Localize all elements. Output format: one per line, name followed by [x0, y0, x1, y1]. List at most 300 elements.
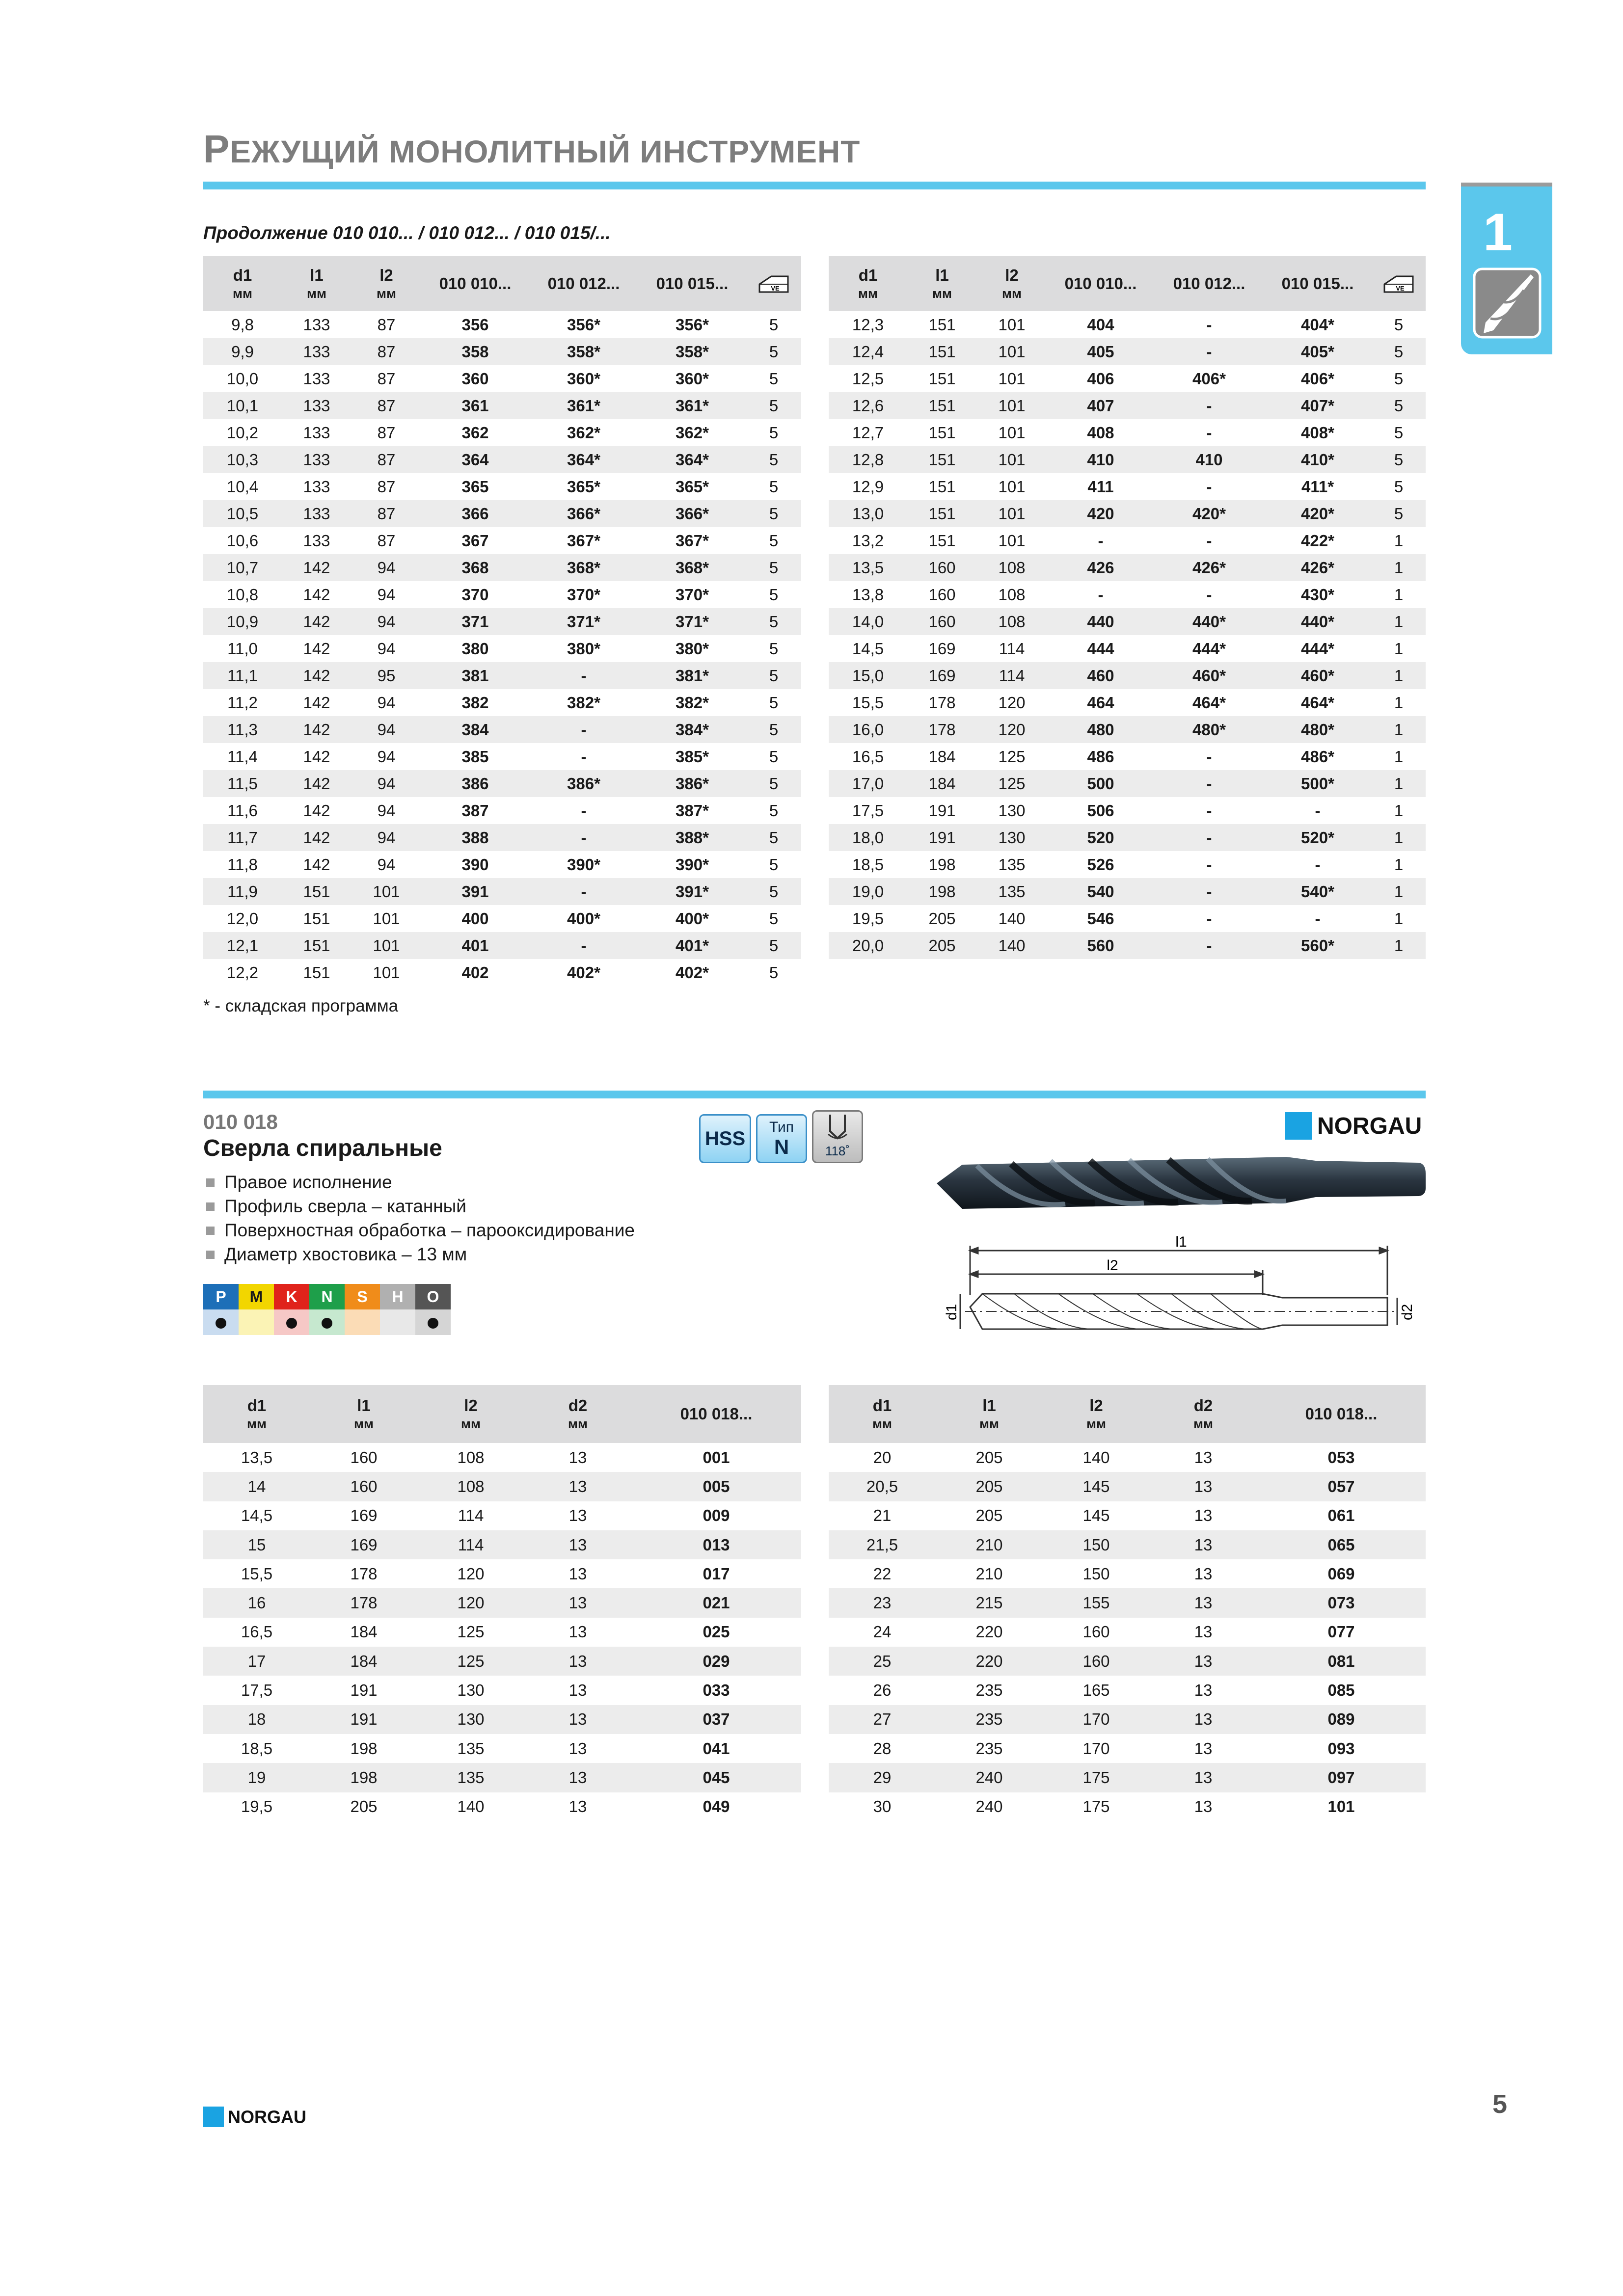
table-cell: 120	[457, 1564, 485, 1583]
table-cell: 390	[461, 855, 489, 874]
table-cell: 140	[457, 1797, 485, 1816]
table-cell: 13	[1150, 1763, 1257, 1792]
material-group-h: H	[380, 1284, 415, 1309]
table-cell: 108	[417, 1472, 524, 1501]
table-cell: 380	[461, 639, 489, 658]
table-cell: 367*	[567, 531, 600, 550]
table-cell: -	[529, 824, 638, 851]
table-cell: 506	[1087, 801, 1114, 820]
table-cell: 486	[1087, 747, 1114, 766]
table-cell: 135	[417, 1763, 524, 1792]
table-cell: 093	[1327, 1739, 1355, 1758]
table-cell: 220	[975, 1623, 1003, 1641]
point-angle-icon	[813, 1112, 862, 1141]
table-cell: 151	[303, 963, 330, 982]
table-cell: 178	[350, 1564, 378, 1583]
type-badge: Тип N	[756, 1114, 807, 1163]
table-row	[829, 419, 1426, 446]
table-cell: 5	[746, 824, 801, 851]
table-cell: 11,2	[227, 693, 258, 712]
table-cell: 114	[977, 662, 1047, 689]
table-cell: 28	[873, 1739, 892, 1758]
table-cell: 220	[936, 1647, 1043, 1676]
table-cell: 085	[1327, 1681, 1355, 1700]
table-cell: 361	[421, 392, 529, 419]
table-row	[829, 797, 1426, 824]
table-cell: 142	[282, 770, 352, 797]
table-cell: 5	[769, 963, 779, 982]
table-cell: 366	[421, 500, 529, 527]
table-cell: 1	[1394, 693, 1404, 712]
table-cell: 13	[1194, 1623, 1213, 1641]
table-cell: 388*	[638, 824, 746, 851]
table-cell: 142	[282, 608, 352, 635]
table-cell: 10,9	[203, 608, 282, 635]
table-row	[829, 1792, 1426, 1821]
table-cell: 26	[873, 1681, 892, 1700]
table-cell: 371*	[638, 608, 746, 635]
table-cell: 420	[1047, 500, 1155, 527]
table-cell: 365*	[567, 477, 600, 496]
l1-label: l1	[1175, 1236, 1187, 1250]
table-cell: 120	[417, 1588, 524, 1617]
table-cell: 13	[1194, 1739, 1213, 1758]
table-cell: 101	[998, 315, 1026, 334]
table-cell: 142	[303, 639, 330, 658]
chapter-number: 1	[1483, 202, 1513, 262]
table-cell: 125	[977, 770, 1047, 797]
col-d2-header: d2 мм	[524, 1385, 631, 1443]
table-row	[203, 770, 801, 797]
col-pack-header	[746, 256, 801, 311]
table-cell: 13,5	[829, 554, 907, 581]
table-cell: 240	[975, 1797, 1003, 1816]
table-cell: 12,5	[852, 369, 884, 388]
table-cell: 407	[1047, 392, 1155, 419]
table-cell: 87	[352, 446, 421, 473]
table-row	[203, 473, 801, 500]
table-row	[829, 1618, 1426, 1647]
table-cell: 184	[310, 1647, 417, 1676]
table-cell: 22	[873, 1564, 892, 1583]
table-cell: -	[1155, 824, 1264, 851]
svg-text:VE: VE	[771, 285, 780, 292]
table-cell: 87	[377, 315, 396, 334]
table-cell: 13	[568, 1448, 587, 1467]
table-row	[203, 1588, 801, 1617]
table-cell: 460*	[1155, 662, 1264, 689]
table-cell: 367	[461, 531, 489, 550]
table-cell: 94	[352, 716, 421, 743]
table-cell: 5	[746, 716, 801, 743]
table-cell: -	[1315, 909, 1321, 928]
table-cell: 13	[524, 1530, 631, 1559]
table-cell: 5	[769, 585, 779, 604]
table-row	[203, 1443, 801, 1472]
table-cell: 361*	[638, 392, 746, 419]
table-cell: 500*	[1264, 770, 1372, 797]
table-cell: -	[529, 932, 638, 959]
table-cell: 5	[746, 878, 801, 905]
col-010015-header: 010 015...	[1264, 256, 1372, 311]
table-cell: 130	[977, 824, 1047, 851]
table-cell: 408	[1087, 423, 1114, 442]
table-cell: 370	[461, 585, 489, 604]
table-cell: 140	[977, 932, 1047, 959]
table-cell: -	[1206, 801, 1212, 820]
table-cell: 1	[1394, 747, 1404, 766]
table-row	[203, 662, 801, 689]
table-row	[203, 716, 801, 743]
table-row	[829, 1734, 1426, 1763]
table-cell: 077	[1327, 1623, 1355, 1641]
table-row	[829, 932, 1426, 959]
table-cell: 390*	[676, 855, 709, 874]
table-cell: 9,8	[231, 315, 254, 334]
col-010010-header: 010 010...	[1047, 256, 1155, 311]
table-cell: 130	[417, 1705, 524, 1734]
table-cell: 13,8	[852, 585, 884, 604]
table-cell: 371	[421, 608, 529, 635]
table-cell: 5	[1394, 315, 1404, 334]
table-cell: 11,5	[203, 770, 282, 797]
table-cell: 151	[907, 446, 977, 473]
table-cell: 184	[928, 747, 956, 766]
table-cell: 140	[1082, 1448, 1110, 1467]
table-cell: 029	[631, 1647, 801, 1676]
table-cell: 205	[975, 1448, 1003, 1467]
table-cell: 94	[377, 585, 396, 604]
table-row	[203, 743, 801, 770]
material-suitability-cell	[274, 1309, 309, 1335]
table-cell: 1	[1372, 824, 1426, 851]
table-cell: 13,5	[241, 1448, 273, 1467]
table-cell: 133	[282, 500, 352, 527]
table-cell: 021	[631, 1588, 801, 1617]
table-row	[203, 797, 801, 824]
table-row	[829, 1676, 1426, 1705]
table-cell: 12,7	[852, 423, 884, 442]
table-cell: 400*	[676, 909, 709, 928]
table-cell: 400	[461, 909, 489, 928]
table-cell: 5	[769, 423, 779, 442]
table-cell: 169	[907, 662, 977, 689]
table-cell: 20,0	[829, 932, 907, 959]
table-cell: 444*	[1301, 639, 1334, 658]
table-cell: 081	[1257, 1647, 1426, 1676]
table-cell: 14,5	[241, 1506, 273, 1525]
table-cell: 5	[769, 855, 779, 874]
table-cell: 486*	[1301, 747, 1334, 766]
table-cell: 405*	[1264, 338, 1372, 365]
product-title: Сверла спиральные	[203, 1135, 442, 1161]
table-cell: 13	[1194, 1564, 1213, 1583]
table-cell: 362	[461, 423, 489, 442]
table-cell: 387*	[676, 801, 709, 820]
table-cell: 16,5	[852, 747, 884, 766]
table-cell: 25	[829, 1647, 936, 1676]
table-cell: 406	[1087, 369, 1114, 388]
table-cell: 10,8	[226, 585, 259, 604]
table-cell: 160	[907, 608, 977, 635]
table-cell: 87	[377, 531, 396, 550]
table-cell: 9,9	[203, 338, 282, 365]
table-cell: 362*	[567, 423, 600, 442]
table-cell: 151	[928, 315, 956, 334]
col-code-header: 010 018...	[1257, 1385, 1426, 1443]
table-cell: 411*	[1301, 477, 1334, 496]
table-cell: 87	[377, 423, 396, 442]
table-cell: 464*	[1192, 693, 1226, 712]
package-quantity-icon	[1381, 272, 1416, 295]
table-cell: 133	[303, 369, 330, 388]
table-row	[829, 581, 1426, 608]
table-cell: 13	[1150, 1647, 1257, 1676]
col-d2-header: d2 мм	[1150, 1385, 1257, 1443]
table-cell: 5	[1394, 423, 1404, 442]
table-cell: 151	[928, 477, 956, 496]
table-cell: 365*	[676, 477, 709, 496]
table-cell: 101	[373, 963, 400, 982]
table-cell: 381	[421, 662, 529, 689]
table-cell: 155	[1043, 1588, 1150, 1617]
table-cell: 11,3	[203, 716, 282, 743]
page-title: РЕЖУЩИЙ МОНОЛИТНЫЙ ИНСТРУМЕНТ	[203, 127, 861, 171]
table-cell: 1	[1372, 878, 1426, 905]
table-cell: 410	[1047, 446, 1155, 473]
table-cell: 520*	[1264, 824, 1372, 851]
footer-brand-logo: NORGAU	[203, 2106, 306, 2127]
table-cell: 390*	[567, 855, 600, 874]
table-row	[203, 1472, 801, 1501]
table-cell: 500	[1047, 770, 1155, 797]
table-cell: 368*	[529, 554, 638, 581]
table-cell: 385*	[676, 747, 709, 766]
table-cell: 025	[703, 1623, 730, 1641]
table-cell: 108	[977, 608, 1047, 635]
table-row	[203, 446, 801, 473]
table-cell: 170	[1082, 1739, 1110, 1758]
drill-icon	[1473, 267, 1542, 339]
table-cell: 360*	[676, 369, 709, 388]
table-row	[203, 311, 801, 338]
table-cell: 169	[928, 639, 956, 658]
table-cell: 1	[1394, 855, 1404, 874]
table-cell: 87	[352, 392, 421, 419]
col-010015-header: 010 015...	[638, 256, 746, 311]
table-row	[203, 500, 801, 527]
col-d1-header: d1 мм	[829, 256, 907, 311]
table-cell: 12,3	[852, 315, 884, 334]
table-cell: 235	[975, 1681, 1003, 1700]
brand-logo: NORGAU	[1285, 1111, 1422, 1140]
table-cell: 151	[907, 338, 977, 365]
table-cell: 215	[936, 1588, 1043, 1617]
col-l2-header: l2 мм	[417, 1385, 524, 1443]
table-cell: 426*	[1264, 554, 1372, 581]
continuation-table-left	[203, 256, 801, 986]
table-cell: 12,9	[852, 477, 884, 496]
table-cell: 10,1	[203, 392, 282, 419]
table-cell: 017	[703, 1564, 730, 1583]
col-010012-header: 010 012...	[1155, 256, 1264, 311]
table-cell: 360	[461, 369, 489, 388]
table-cell: 560*	[1264, 932, 1372, 959]
table-cell: 135	[457, 1739, 485, 1758]
table-cell: 005	[631, 1472, 801, 1501]
table-cell: 142	[303, 801, 330, 820]
table-cell: 198	[928, 855, 956, 874]
table-row	[829, 608, 1426, 635]
table-cell: 142	[303, 747, 330, 766]
table-cell: 178	[310, 1588, 417, 1617]
table-cell: 5	[769, 477, 779, 496]
table-cell: 15,5	[852, 693, 884, 712]
table-cell: 1	[1372, 932, 1426, 959]
table-cell: 16,5	[241, 1623, 273, 1641]
table-cell: 210	[936, 1530, 1043, 1559]
table-cell: 87	[352, 338, 421, 365]
table-cell: 101	[373, 909, 400, 928]
table-cell: 370*	[676, 585, 709, 604]
table-cell: 426	[1047, 554, 1155, 581]
table-cell: 053	[1327, 1448, 1355, 1467]
table-cell: -	[581, 801, 587, 820]
table-cell: 94	[377, 693, 396, 712]
table-cell: 101	[1327, 1797, 1355, 1816]
table-cell: 133	[282, 446, 352, 473]
table-cell: 142	[282, 716, 352, 743]
table-cell: 464*	[1301, 693, 1334, 712]
table-cell: 140	[998, 909, 1026, 928]
table-cell: 402*	[567, 963, 600, 982]
material-suitability-cell	[415, 1309, 451, 1335]
table-row	[203, 1792, 801, 1821]
table-cell: 5	[769, 909, 779, 928]
feature-item: Диаметр хвостовика – 13 мм	[203, 1242, 635, 1266]
table-cell: 17,0	[829, 770, 907, 797]
table-cell: 069	[1327, 1564, 1355, 1583]
table-cell: 405	[1047, 338, 1155, 365]
table-row	[829, 743, 1426, 770]
table-cell: 108	[998, 585, 1026, 604]
table-cell: 411	[1087, 477, 1114, 496]
table-cell: 5	[746, 662, 801, 689]
table-cell: 410	[1155, 446, 1264, 473]
table-cell: 94	[352, 824, 421, 851]
table-cell: 1	[1372, 770, 1426, 797]
table-cell: 057	[1257, 1472, 1426, 1501]
table-cell: 013	[631, 1530, 801, 1559]
table-cell: 13	[568, 1623, 587, 1641]
table-cell: 87	[352, 500, 421, 527]
table-cell: 387	[461, 801, 489, 820]
table-cell: 384*	[638, 716, 746, 743]
table-cell: 5	[746, 608, 801, 635]
table-cell: 18,0	[829, 824, 907, 851]
table-cell: 526	[1087, 855, 1114, 874]
table-cell: 21	[873, 1506, 892, 1525]
table-cell: 160	[1043, 1647, 1150, 1676]
table-cell: 175	[1082, 1797, 1110, 1816]
col-l2-header: l2 мм	[977, 256, 1047, 311]
table-cell: 169	[350, 1506, 378, 1525]
table-cell: 464	[1087, 693, 1114, 712]
table-row	[203, 1530, 801, 1559]
table-cell: 386*	[529, 770, 638, 797]
table-cell: 420*	[1264, 500, 1372, 527]
table-cell: 546	[1087, 909, 1114, 928]
table-row	[829, 1588, 1426, 1617]
table-cell: 15,5	[241, 1564, 273, 1583]
table-cell: 150	[1082, 1564, 1110, 1583]
table-cell: 23	[829, 1588, 936, 1617]
table-cell: 12,8	[829, 446, 907, 473]
table-cell: 009	[703, 1506, 730, 1525]
table-cell: 160	[928, 585, 956, 604]
table-cell: 358*	[638, 338, 746, 365]
table-cell: 440	[1047, 608, 1155, 635]
table-cell: 420*	[1155, 500, 1264, 527]
table-cell: 5	[769, 693, 779, 712]
col-010010-header: 010 010...	[421, 256, 529, 311]
feature-item: Правое исполнение	[203, 1170, 635, 1194]
table-cell: 101	[352, 932, 421, 959]
table-cell: 135	[977, 878, 1047, 905]
table-cell: -	[1206, 423, 1212, 442]
section-rule	[203, 1091, 1426, 1098]
product-table-left	[203, 1385, 801, 1821]
table-cell: 19,5	[852, 909, 884, 928]
table-cell: 426*	[1155, 554, 1264, 581]
table-cell: 361*	[529, 392, 638, 419]
table-cell: 13	[524, 1705, 631, 1734]
table-cell: 11,7	[203, 824, 282, 851]
table-cell: 178	[907, 716, 977, 743]
material-group-k: K	[274, 1284, 309, 1309]
table-cell: -	[529, 878, 638, 905]
drill-photo	[933, 1146, 1429, 1227]
table-cell: 460	[1047, 662, 1155, 689]
table-cell: 5	[746, 554, 801, 581]
table-cell: 5	[1394, 477, 1404, 496]
table-row	[829, 824, 1426, 851]
table-row	[829, 905, 1426, 932]
table-row	[829, 500, 1426, 527]
table-row	[829, 554, 1426, 581]
table-cell: 366*	[529, 500, 638, 527]
table-cell: 11,4	[227, 747, 258, 766]
table-cell: -	[1315, 855, 1321, 874]
table-cell: 13	[1194, 1797, 1213, 1816]
table-row	[829, 635, 1426, 662]
table-row	[829, 527, 1426, 554]
feature-list	[203, 1170, 635, 1266]
table-cell: -	[1206, 315, 1212, 334]
table-cell: 382*	[676, 693, 709, 712]
table-cell: 1	[1394, 639, 1404, 658]
col-l1-header: l1 мм	[282, 256, 352, 311]
table-cell: 151	[928, 423, 956, 442]
table-row	[203, 635, 801, 662]
table-cell: 382*	[567, 693, 600, 712]
table-cell: 130	[998, 801, 1026, 820]
d1-label: d1	[944, 1304, 960, 1320]
table-cell: 384	[421, 716, 529, 743]
table-cell: 041	[703, 1739, 730, 1758]
header-rule	[203, 182, 1426, 189]
table-cell: 125	[998, 747, 1026, 766]
